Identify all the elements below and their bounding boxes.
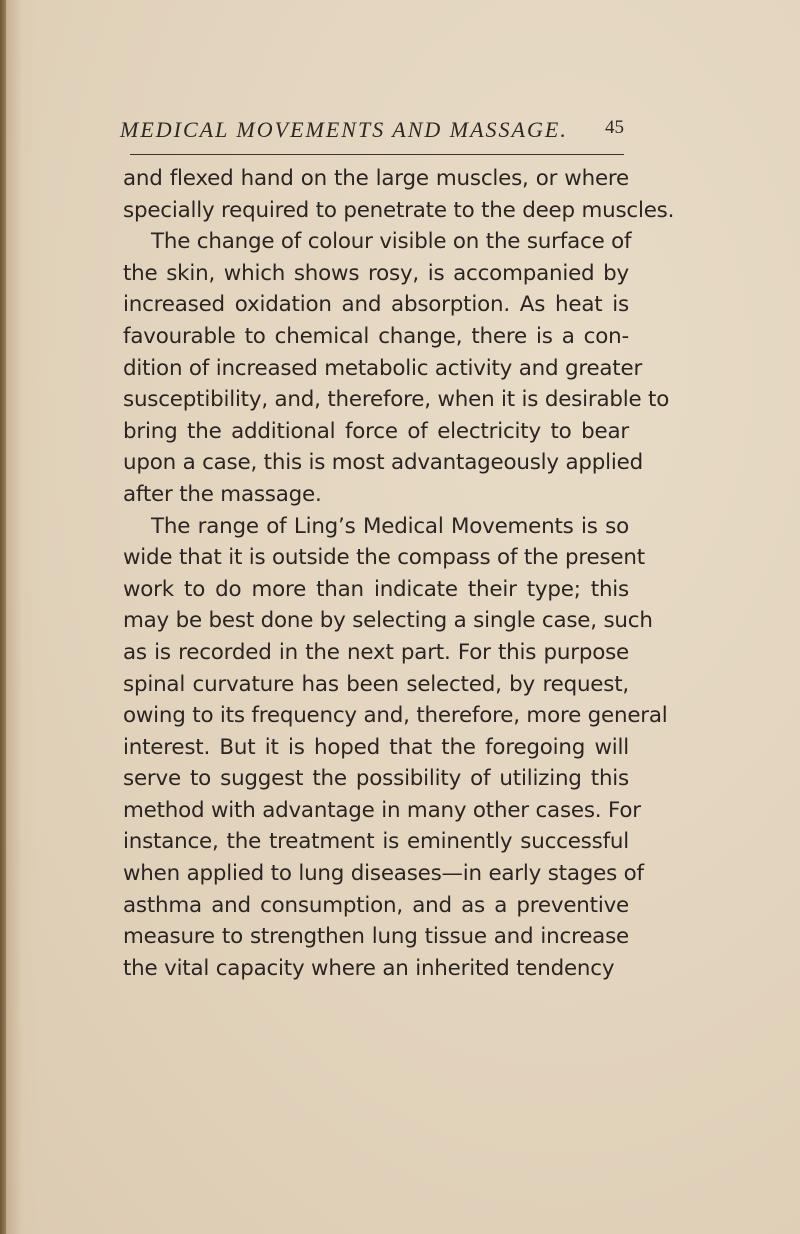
paragraph-start-line: The range of Ling’s Medical Movements is so xyxy=(151,513,629,539)
text-line: instance, the treatment is eminently successful xyxy=(123,829,629,855)
text-line: the vital capacity where an inherited tendency xyxy=(123,955,615,981)
text-line: may be best done by selecting a single case, such xyxy=(123,608,653,634)
text-line: and flexed hand on the large muscles, or where xyxy=(123,166,629,191)
text-line: specially required to penetrate to the deep muscles. xyxy=(123,197,675,223)
running-head-title: MEDICAL MOVEMENTS AND MASSAGE. xyxy=(120,117,568,142)
body-text xyxy=(123,163,675,984)
page-number: 45 xyxy=(605,117,624,138)
text-line: measure to strengthen lung tissue and increase xyxy=(123,924,629,950)
text-line: susceptibility, and, therefore, when it is desirable to xyxy=(123,387,670,413)
text-line: when applied to lung diseases—in early stages of xyxy=(123,861,644,887)
text-line: interest. But it is hoped that the foregoing will xyxy=(123,734,629,760)
text-line: serve to suggest the possibility of utilizing this xyxy=(123,766,629,792)
text-line: the skin, which shows rosy, is accompanied by xyxy=(123,260,629,286)
text-line: bring the additional force of electricity to bear xyxy=(123,418,629,444)
text-line: dition of increased metabolic activity and greater xyxy=(123,355,643,381)
binding-edge xyxy=(0,0,6,1234)
text-line: method with advantage in many other cases. For xyxy=(123,797,641,823)
text-line: as is recorded in the next part. For this purpose xyxy=(123,639,629,665)
text-line: spinal curvature has been selected, by request, xyxy=(123,671,629,697)
text-line: work to do more than indicate their type; this xyxy=(123,576,629,602)
text-line: favourable to chemical change, there is a con- xyxy=(123,323,629,349)
text-line: owing to its frequency and, therefore, more general xyxy=(123,703,668,729)
text-line: increased oxidation and absorption. As heat is xyxy=(123,292,629,318)
paragraph-end-line: after the massage. xyxy=(123,481,322,507)
text-line: asthma and consumption, and as a preventive xyxy=(123,892,629,918)
running-head xyxy=(120,113,630,153)
text-line: upon a case, this is most advantageously applied xyxy=(123,450,643,476)
text-line: wide that it is outside the compass of the present xyxy=(123,545,645,571)
header-rule xyxy=(130,154,624,155)
paragraph-start-line: The change of colour visible on the surface of xyxy=(151,229,632,255)
